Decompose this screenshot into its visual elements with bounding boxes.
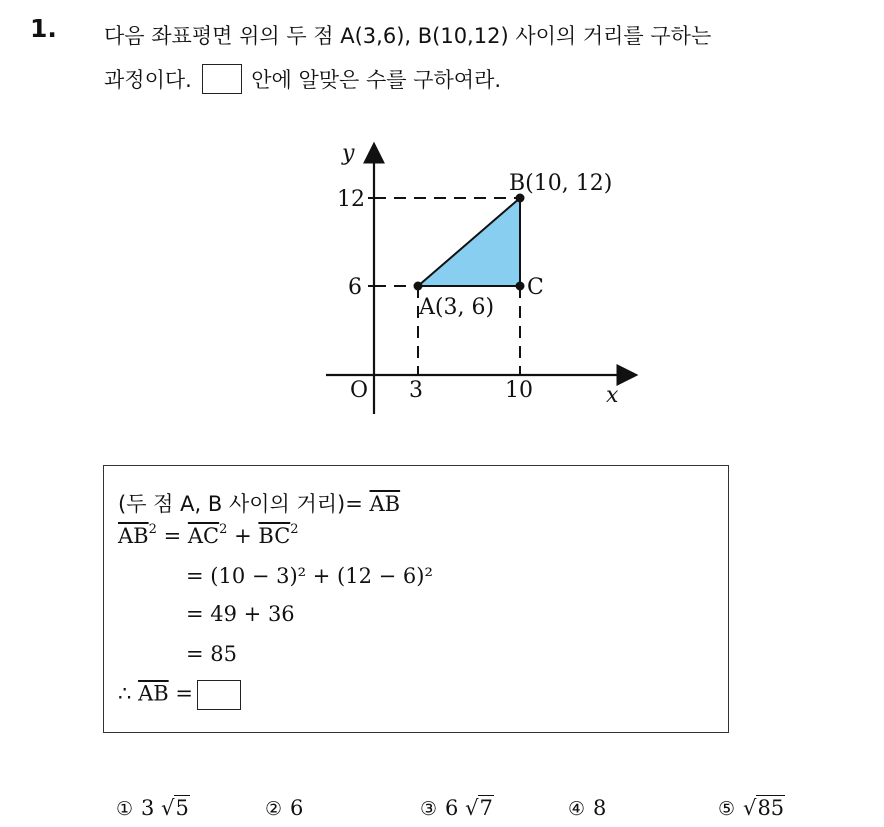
- x-tick-label-10: 10: [505, 378, 533, 403]
- point-c-label: C: [527, 275, 544, 300]
- question-text-line1: 다음 좌표평면 위의 두 점 A(3,6), B(10,12) 사이의 거리를 구하는: [104, 24, 712, 48]
- question-text-line2: 과정이다. 안에 알맞은 수를 구하여라.: [104, 58, 874, 102]
- x-axis-label: x: [606, 383, 619, 408]
- y-tick-label-6: 6: [348, 275, 362, 300]
- solution-line-1: (두 점 A, B 사이의 거리)= $\overline{AB}$: [118, 492, 401, 516]
- y-axis-label: y: [342, 141, 355, 166]
- y-tick-label-12: 12: [337, 187, 365, 212]
- origin-label: O: [350, 378, 369, 403]
- solution-box: [103, 465, 729, 733]
- solution-line-3: = (10 − 3)² + (12 − 6)²: [186, 564, 433, 588]
- solution-line-5: = 85: [186, 642, 237, 666]
- choice-4[interactable]: ④ 8: [568, 796, 607, 820]
- point-c: [516, 282, 525, 291]
- solution-line-6: ∴ $\overline{AB}$ =: [118, 680, 241, 710]
- point-a: [414, 282, 423, 291]
- point-a-label: A(3, 6): [419, 295, 495, 320]
- point-b-label: B(10, 12): [509, 171, 613, 196]
- answer-blank: [197, 680, 241, 710]
- x-tick-label-3: 3: [409, 378, 423, 403]
- choice-5[interactable]: ⑤ √85: [718, 796, 785, 820]
- triangle-abc: [418, 198, 520, 286]
- choice-1[interactable]: ① 3 √5: [116, 796, 189, 820]
- question-number: 1.: [30, 14, 57, 43]
- solution-line-2: $\overline{AB}^2 = \overline{AC}^2 + \overline{BC}^2$: [118, 522, 299, 548]
- solution-line-4: = 49 + 36: [186, 602, 295, 626]
- choice-3[interactable]: ③ 6 √7: [420, 796, 493, 820]
- choice-2[interactable]: ② 6: [265, 796, 304, 820]
